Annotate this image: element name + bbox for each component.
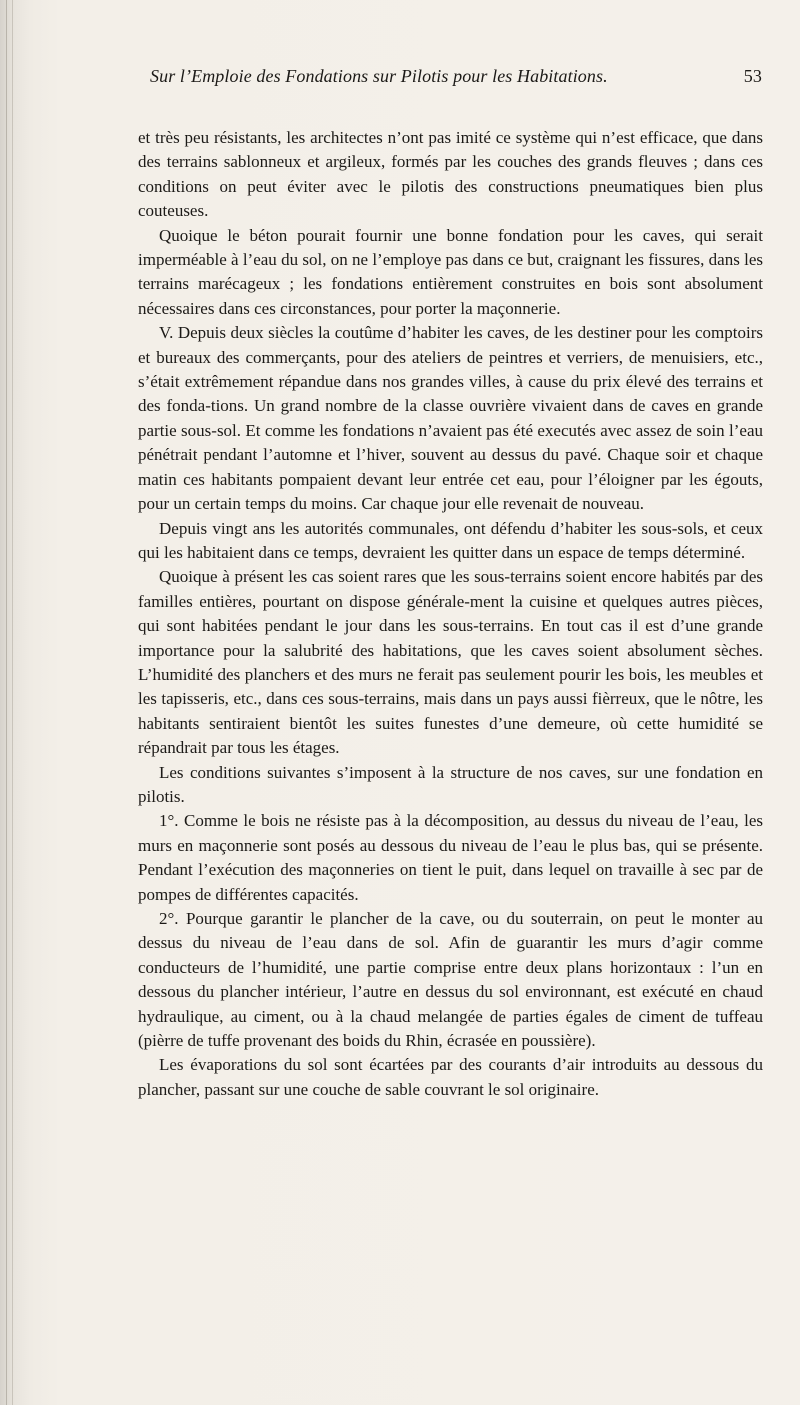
running-head-title: Sur l’Emploie des Fondations sur Pilotis pour les Habitations. <box>150 66 608 86</box>
paragraph: Depuis vingt ans les autorités communales, ont défendu d’habiter les sous-sols, et ceux qui les habitaient dans ce temps, devraient les quitter dans un espace de temps déterminé. <box>138 518 763 562</box>
page-number: 53 <box>743 66 762 86</box>
paragraph: Les conditions suivantes s’imposent à la structure de nos caves, sur une fondation en pilotis. <box>138 762 763 806</box>
page-edge-line <box>12 0 13 1405</box>
page-edge-line <box>6 0 7 1405</box>
paragraph: Les évaporations du sol sont écartées par des courants d’air introduits au dessous du plancher, passant sur une couche de sable couvrant le sol originaire. <box>138 1055 763 1099</box>
paragraph: 2°. Pourque garantir le plancher de la cave, ou du souterrain, on peut le monter au dessus du niveau de l’eau dans de sol. Afin de guarantir les murs d’agir comme conducteurs de l’humidité, une partie comprise entre deux plans horizontaux : l’un en dessous du plancher intérieur, l’autre en dessus du sol environnant, est exécuté en chaud hydraulique, au ciment, ou à la chaud melangée de parties égales de ciment de tuffeau (pièrre de tuffe provenant des boids du Rhin, écrasée en poussière). <box>138 909 763 1051</box>
paragraph: Quoique le béton pourait fournir une bonne fondation pour les caves, qui serait imperméable à l’eau du sol, on ne l’employe pas dans ce but, craignant les fissures, dans les terrains marécageux ; les fondations entièrement construites en bois sont absolument nécessaires dans ces circonstances, pour porter la maçonnerie. <box>138 225 763 318</box>
paragraph: Quoique à présent les cas soient rares que les sous-terrains soient encore habités par des familles entières, pourtant on dispose générale-ment la cuisine et quelques autres pièces, qui sont habitées pendant le jour dans les sous-terrains. En tout cas il est d’une grande importance pour la salubrité des habitations, que les caves soient absolument sèches. L’humidité des planchers et des murs ne ferait pas seulement pourir les bois, les meubles et les tapisseris, etc., dans ces sous-terrains, mais dans un pays aussi fièrreux, que le nôtre, les habitants sentiraient bientôt les suites funestes d’une demeure, où cette humidité se répandrait par tous les étages. <box>138 567 763 758</box>
paragraph: et très peu résistants, les architectes n’ont pas imité ce système qui n’est efficace, que dans des terrains sablonneux et argileux, formés par les couches des grands fleuves ; dans ces conditions on peut éviter avec le pilotis des constructions pneumatiques bien plus couteuses. <box>138 128 763 221</box>
body-text <box>138 126 763 1102</box>
running-head <box>150 66 762 90</box>
paragraph: V. Depuis deux siècles la coutûme d’habiter les caves, de les destiner pour les comptoirs et bureaux des commerçants, pour des ateliers de peintres et verriers, de menuisiers, etc., s’était extrêmement répandue dans nos grandes villes, à cause du prix élevé des terrains et des fonda-tions. Un grand nombre de la classe ouvrière vivaient dans de caves en grande partie sous-sol. Et comme les fondations n’avaient pas été executés avec assez de soin l’eau pénétrait pendant l’automne et l’hiver, souvent au dessus du pavé. Chaque soir et chaque matin ces habitants pompaient devant leur entrée cet eau, pour l’éloigner par les égouts, pour un certain temps du moins. Car chaque jour elle revenait de nouveau. <box>138 323 763 514</box>
paragraph: 1°. Comme le bois ne résiste pas à la décomposition, au dessus du niveau de l’eau, les murs en maçonnerie sont posés au dessous du niveau de l’eau le plus bas, qui se présente. Pendant l’exécution des maçonneries on tient le puit, dans lequel on travaille à sec par de pompes de différentes capacités. <box>138 811 763 904</box>
